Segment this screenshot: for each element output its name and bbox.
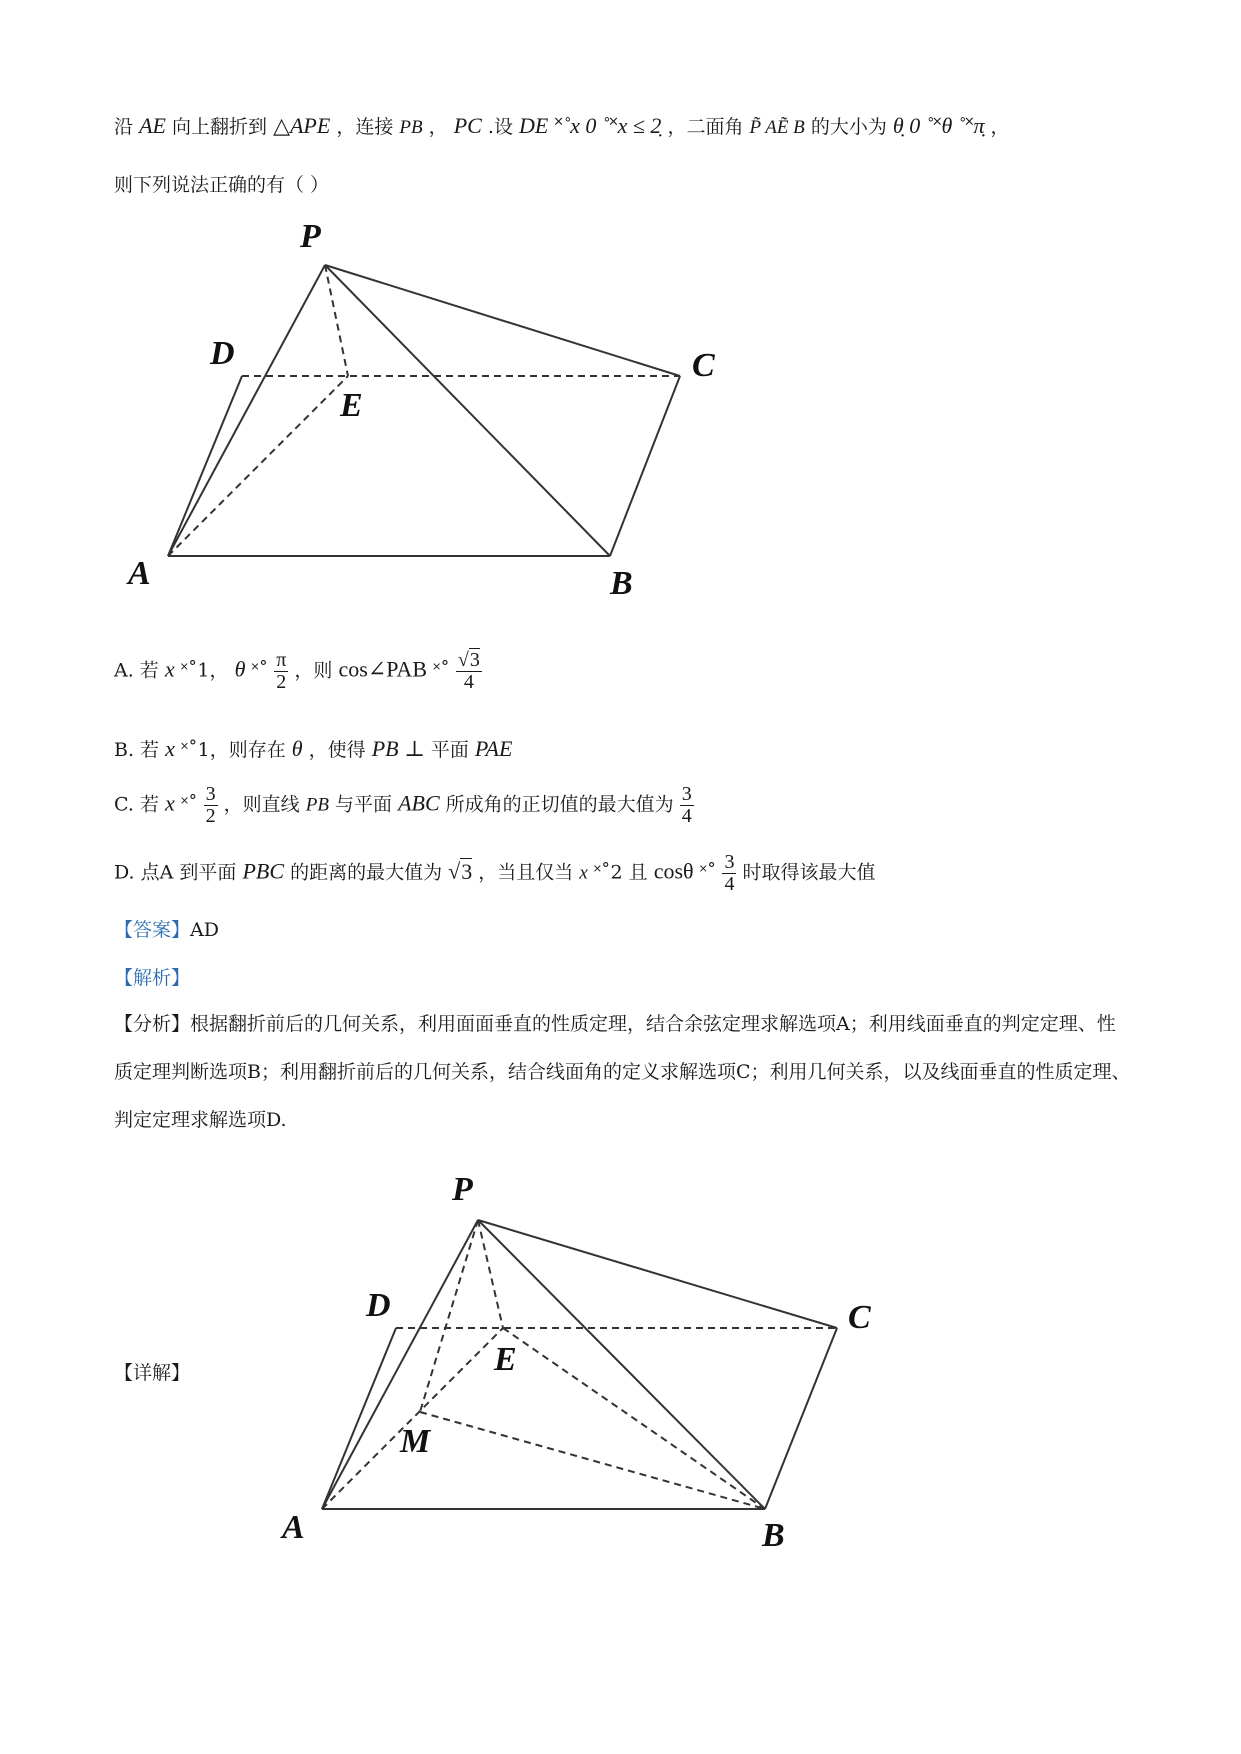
math-triangle-ape: △APE	[273, 113, 331, 138]
sqrt-value: 3	[461, 858, 473, 884]
label-p: P	[452, 1171, 473, 1208]
math-pb: PB	[305, 794, 329, 816]
text: 的距离的最大值为	[290, 861, 443, 884]
label-c: C	[692, 347, 715, 384]
label-b: B	[762, 1517, 785, 1554]
text: A. 若	[114, 659, 159, 682]
answer-tag: 【答案】	[114, 919, 191, 941]
math-pae: PAE	[474, 736, 513, 761]
text: 与平面	[335, 793, 393, 816]
math-pb-perp: PB ⊥	[371, 736, 425, 761]
analysis-tag: 【解析】	[114, 967, 191, 989]
text: ˟˚1，	[180, 659, 229, 682]
text: C. 若	[114, 793, 159, 816]
text: ˟˚	[251, 659, 269, 682]
text: 时取得该最大值	[742, 861, 876, 884]
denominator: 2	[205, 805, 216, 827]
label-d: D	[366, 1287, 391, 1324]
math-ae: AE	[139, 113, 166, 138]
math-abc: ABC	[398, 790, 440, 816]
text: 的大小为	[810, 116, 887, 138]
text: ˟˚2 且	[593, 861, 648, 884]
answer-line	[114, 915, 219, 942]
math-x-range: ˟˚x 0 ˚˟x ≤ 2̣	[554, 113, 662, 138]
fraction-sqrt3-over-4: $\frac{√3}{4}$	[457, 649, 480, 693]
sqrt-value: 3	[469, 649, 480, 671]
label-p: P	[300, 218, 321, 255]
figure-2	[0, 1150, 1241, 1590]
text: ，则直线	[223, 793, 300, 816]
text: ˟˚	[180, 793, 198, 816]
fenxi-tag: 【分析】	[114, 1013, 191, 1035]
math-theta-range: θ̣ 0 ˚˟θ ˚˟π̣	[892, 113, 985, 138]
math-de: DE	[519, 113, 549, 138]
analysis-paragraph	[114, 1000, 1134, 1144]
label-a: A	[128, 555, 151, 592]
fraction-3-over-4	[680, 784, 694, 827]
text: B. 若	[114, 739, 160, 761]
fenxi-text: 根据翻折前后的几何关系，利用面面垂直的性质定理，结合余弦定理求解选项A；利用线面垂直的判定定理、性质定理判断选项B；利用翻折前后的几何关系，结合线面角的定义求解选项C；利用几何关系，以及线面垂直的性质定理、判定定理求解选项D.	[114, 1013, 1131, 1131]
text: 向上翻折到	[172, 116, 268, 138]
text: .设	[487, 116, 513, 138]
math-theta: θ	[234, 656, 246, 682]
math-cos-theta: cosθ	[653, 858, 694, 884]
denominator: 4	[463, 671, 474, 693]
text: 所成角的正切值的最大值为	[445, 793, 674, 816]
label-c: C	[848, 1299, 871, 1336]
text: ，使得	[308, 739, 366, 761]
math-x: x	[164, 656, 175, 682]
label-e: E	[494, 1341, 517, 1378]
math-x: x	[165, 736, 175, 761]
label-m: M	[400, 1423, 431, 1460]
numerator: π	[276, 649, 287, 671]
option-b	[114, 735, 512, 762]
text: 沿	[114, 116, 134, 138]
math-pc: PC	[453, 113, 482, 138]
fraction-3-over-2	[204, 784, 218, 827]
label-d: D	[210, 335, 235, 372]
numerator: 3	[681, 783, 692, 805]
text: D. 点A 到平面	[114, 861, 237, 884]
detail-tag: 【详解】	[114, 1362, 191, 1384]
math-dihedral: P̃ AẼ B	[749, 117, 805, 138]
text: ˟˚	[699, 861, 717, 884]
figure-1	[0, 0, 1241, 640]
text: ˟˚1，则存在	[180, 739, 286, 761]
label-e: E	[340, 387, 363, 424]
math-theta: θ	[291, 736, 303, 761]
denominator: 4	[724, 873, 735, 895]
text: ，当且仅当	[478, 861, 574, 884]
intro-line-2: 则下列说法正确的有（ ）	[114, 174, 330, 196]
text: ，连接	[336, 116, 394, 138]
fraction-pi-over-2	[274, 650, 288, 693]
math-x: x	[579, 862, 588, 884]
text: ˟˚	[433, 659, 450, 682]
answer-value: AD	[190, 919, 219, 941]
numerator: 3	[205, 783, 216, 805]
option-d: D. 点A 到平面 PBC 的距离的最大值为 √3 ，当且仅当 x ˟˚2 且 cosθ ˟˚ $\frac{3}{4}$ 时取得该最大值	[114, 851, 876, 895]
denominator: 4	[681, 805, 692, 827]
text: ，	[428, 116, 448, 138]
label-a: A	[282, 1509, 305, 1546]
math-x: x	[165, 790, 175, 816]
label-b: B	[610, 565, 633, 602]
text: 平面	[430, 739, 469, 761]
option-c	[114, 784, 694, 827]
text: ，二面角	[667, 116, 744, 138]
math-cos-pab: cos∠PAB	[338, 656, 427, 682]
option-a	[114, 650, 482, 693]
numerator: 3	[724, 851, 735, 873]
denominator: 2	[276, 671, 287, 693]
fraction-3-over-4	[722, 852, 736, 895]
math-pb: PB	[399, 117, 423, 138]
math-pbc: PBC	[242, 858, 285, 884]
text: ，	[990, 116, 1010, 138]
text: ，则	[294, 659, 333, 682]
